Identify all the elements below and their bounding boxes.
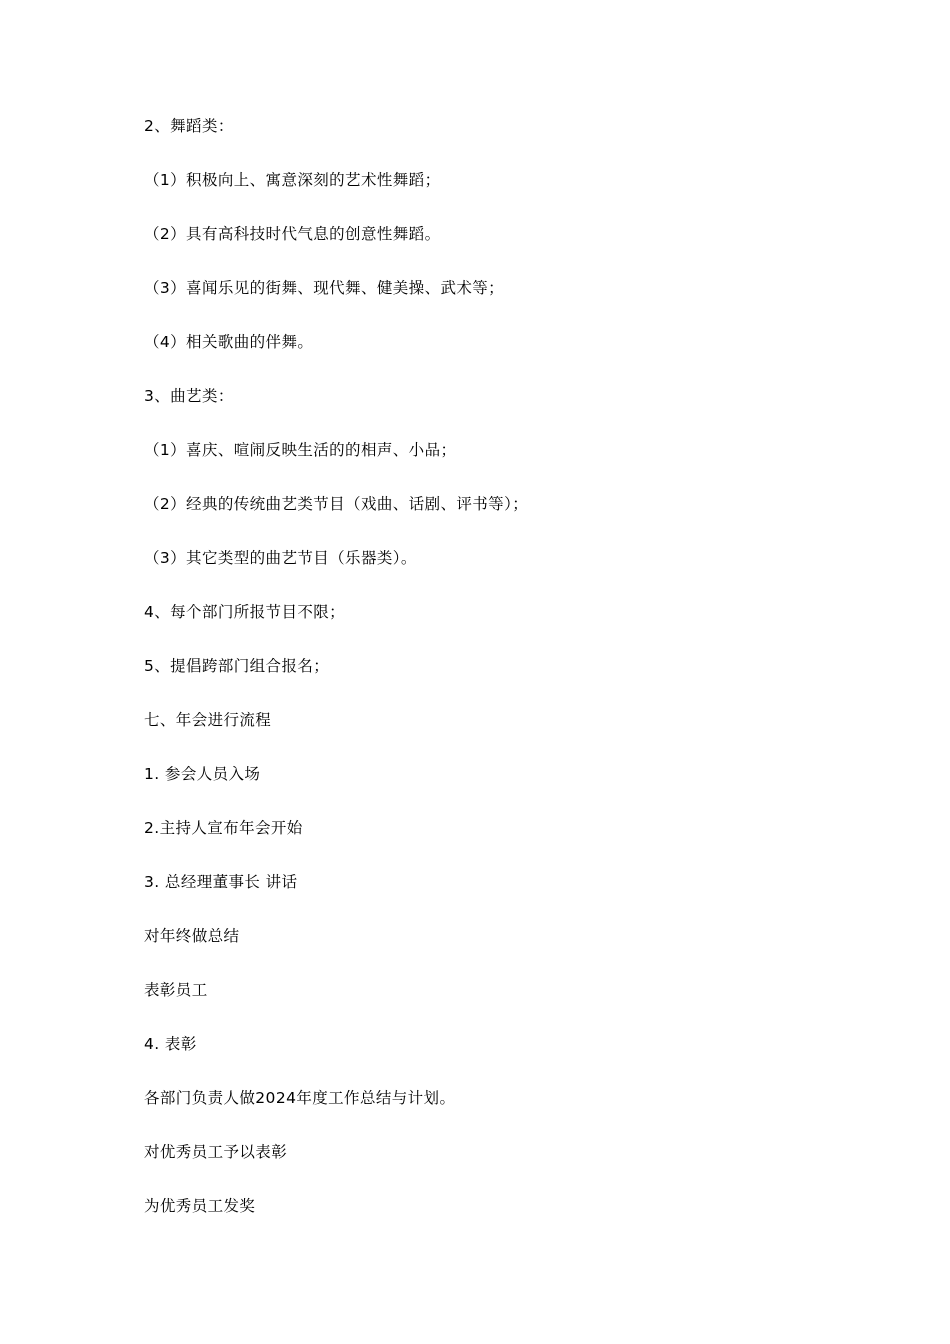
list-item: （4）相关歌曲的伴舞。 [144, 333, 314, 351]
agenda-detail: 表彰员工 [144, 981, 208, 999]
agenda-detail: 对年终做总结 [144, 927, 240, 945]
list-item: （2）经典的传统曲艺类节目（戏曲、话剧、评书等）； [144, 495, 529, 513]
list-item: （3）其它类型的曲艺节目（乐器类）。 [144, 549, 417, 567]
agenda-item: 4. 表彰 [144, 1035, 197, 1053]
section-heading-dance: 2、舞蹈类： [144, 117, 234, 135]
agenda-item: 1. 参会人员入场 [144, 765, 261, 783]
list-item: （1）喜庆、喧闹反映生活的的相声、小品； [144, 441, 457, 459]
section-heading-quyi: 3、曲艺类： [144, 387, 234, 405]
list-item: （1）积极向上、寓意深刻的艺术性舞蹈； [144, 171, 441, 189]
list-item: （3）喜闻乐见的街舞、现代舞、健美操、武术等； [144, 279, 505, 297]
agenda-detail: 为优秀员工发奖 [144, 1197, 256, 1215]
section-heading-agenda: 七、年会进行流程 [144, 711, 272, 729]
rule-item: 5、提倡跨部门组合报名； [144, 657, 330, 675]
list-item: （2）具有高科技时代气息的创意性舞蹈。 [144, 225, 441, 243]
rule-item: 4、每个部门所报节目不限； [144, 603, 346, 621]
agenda-item: 2.主持人宣布年会开始 [144, 819, 303, 837]
agenda-detail: 对优秀员工予以表彰 [144, 1143, 288, 1161]
agenda-item: 3. 总经理董事长 讲话 [144, 873, 298, 891]
agenda-detail: 各部门负责人做2024年度工作总结与计划。 [144, 1089, 456, 1107]
